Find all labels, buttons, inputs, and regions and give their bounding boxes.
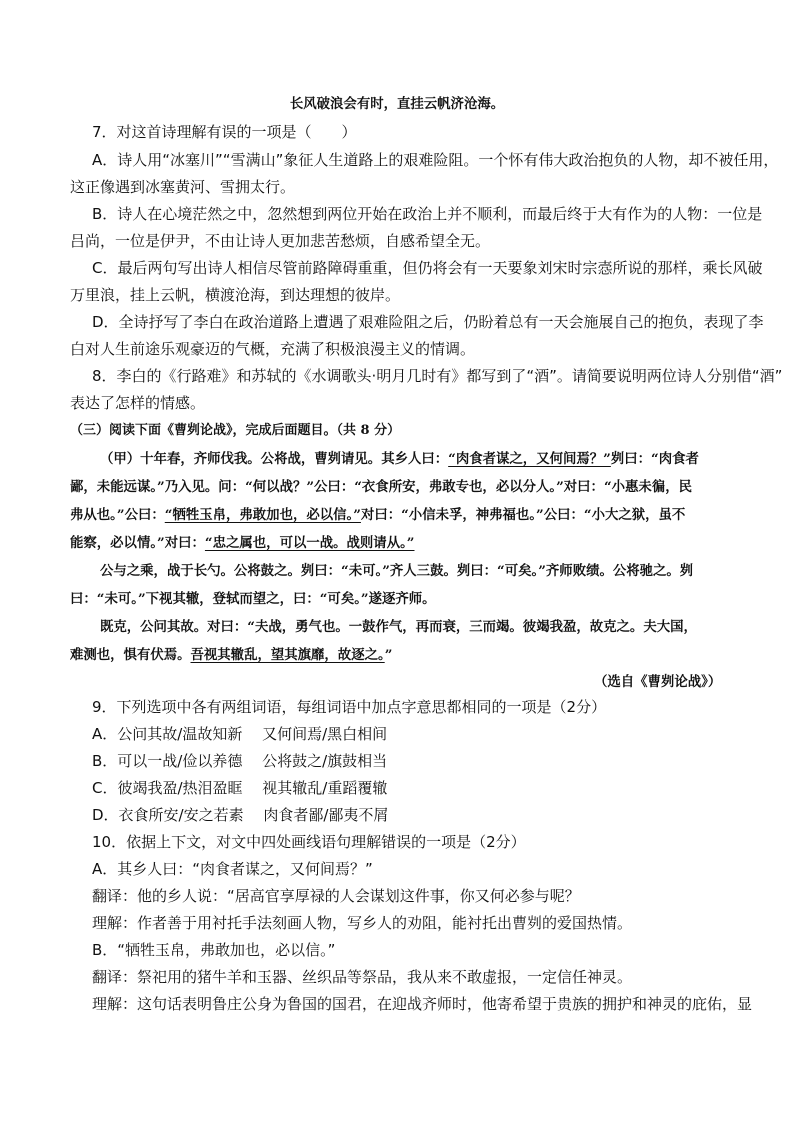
underlined-sentence-1: “肉食者谋之，又何间焉？”: [448, 451, 611, 467]
passage-p1-line3: [70, 505, 685, 525]
q9-option-a: A．公问其故/温故知新 又何间焉/黑白相间: [92, 725, 388, 743]
poem-last-line: 长风破浪会有时，直挂云帆济沧海。: [289, 96, 505, 112]
q10-option-b-quote: B．“牺牲玉帛，弗敢加也，必以信。”: [92, 941, 336, 959]
passage-text: 刿曰：“肉食者: [610, 451, 699, 467]
passage-p2-line1: 公与之乘，战于长勺。公将鼓之。刿曰：“未可。”齐人三鼓。刿曰：“可矣。”齐师败绩。公将驰之。刿: [100, 563, 694, 579]
passage-text: 能察，必以情。”对曰：: [70, 535, 205, 551]
passage-text: 对曰：“小信未孚，神弗福也。”公曰：“小大之狱，虽不: [360, 507, 686, 523]
passage-text: ”: [384, 647, 393, 663]
q10-option-b-understanding: 理解：这句话表明鲁庄公身为鲁国的国君，在迎战齐师时，他寄希望于贵族的拥护和神灵的庇佑，显: [92, 995, 753, 1013]
q10-option-b-translation: 翻译：祭祀用的猪牛羊和玉器、丝织品等祭品，我从来不敢虚报，一定信任神灵。: [92, 968, 633, 986]
q10-stem: 10．依据上下文，对文中四处画线语句理解错误的一项是（2分）: [92, 833, 526, 851]
q8-line2: 表达了怎样的情感。: [70, 394, 206, 412]
passage-text: 弗从也。”公曰：: [70, 507, 165, 523]
q7-option-a-line2: 这正像遇到冰塞黄河、雪拥太行。: [70, 178, 296, 196]
passage-p2-line2: 曰：“未可。”下视其辙，登轼而望之，曰：“可矣。”遂逐齐师。: [70, 591, 436, 607]
passage-p1-line1: [100, 449, 699, 469]
q9-stem: 9．下列选项中各有两组词语，每组词语中加点字意思都相同的一项是（2分）: [92, 698, 607, 716]
q7-option-b-line2: 吕尚，一位是伊尹，不由让诗人更加悲苦愁烦，自感希望全无。: [70, 232, 491, 250]
underlined-sentence-3: “忠之属也，可以一战。战则请从。”: [204, 535, 415, 551]
q7-option-d-line1: D．全诗抒写了李白在政治道路上遭遇了艰难险阻之后，仍盼着总有一天会施展自己的抱负，表现了李: [92, 313, 764, 331]
q7-option-b-line1: B．诗人在心境茫然之中，忽然想到两位开始在政治上并不顺利，而最后终于大有作为的人物：一位是: [92, 205, 763, 223]
q7-option-c-line1: C．最后两句写出诗人相信尽管前路障碍重重，但仍将会有一天要象刘宋时宗悫所说的那样，乘长风破: [92, 259, 763, 277]
passage-text: 难测也，惧有伏焉。: [70, 647, 191, 663]
q7-option-d-line2: 白对人生前途乐观豪迈的气概，充满了积极浪漫主义的情调。: [70, 340, 476, 358]
q8-line1: 8．李白的《行路难》和苏轼的《水调歌头·明月几时有》都写到了“酒”。请简要说明两位诗人分别借“酒”: [92, 367, 783, 385]
underlined-sentence-2: “牺牲玉帛，弗敢加也，必以信。”: [164, 507, 361, 523]
passage-source: （选自《曹刿论战》）: [594, 674, 722, 690]
q7-option-a-line1: A．诗人用“冰塞川”“雪满山”象征人生道路上的艰难险阻。一个怀有伟大政治抱负的人物，却不被任用，: [92, 151, 779, 169]
q10-option-a-quote: A．其乡人曰：“肉食者谋之，又何间焉？”: [92, 860, 373, 878]
q9-option-b: B．可以一战/俭以养德 公将鼓之/旗鼓相当: [92, 752, 388, 770]
q7-stem: 7．对这首诗理解有误的一项是（ ）: [92, 123, 357, 141]
section3-heading: （三）阅读下面《曹刿论战》，完成后面题目。（共 8 分）: [70, 423, 401, 438]
q9-option-c: C．彼竭我盈/热泪盈眶 视其辙乱/重蹈覆辙: [92, 779, 388, 797]
passage-p3-line1: 既克，公问其故。对曰：“夫战，勇气也。一鼓作气，再而衰，三而竭。彼竭我盈，故克之。夫大国，: [100, 619, 697, 635]
q10-option-a-understanding: 理解：作者善于用衬托手法刻画人物，写乡人的劝阻，能衬托出曹刿的爱国热情。: [92, 914, 633, 932]
q10-option-a-translation: 翻译：他的乡人说：“居高官享厚禄的人会谋划这件事，你又何必参与呢？: [92, 887, 580, 905]
q7-option-c-line2: 万里浪，挂上云帆，横渡沧海，到达理想的彼岸。: [70, 286, 401, 304]
passage-text: （甲）十年春，齐师伐我。公将战，曹刿请见。其乡人曰：: [100, 451, 449, 467]
passage-p1-line2: 鄙，未能远谋。”乃入见。问：“何以战？”公曰：“衣食所安，弗敢专也，必以分人。”对曰：“小惠未徧，民: [70, 479, 692, 495]
underlined-sentence-4: 吾视其辙乱，望其旗靡，故逐之。: [190, 647, 385, 663]
passage-p3-line2: [70, 645, 392, 665]
passage-p1-line4: [70, 533, 415, 553]
q9-option-d: D．衣食所安/安之若素 肉食者鄙/鄙夷不屑: [92, 806, 389, 824]
